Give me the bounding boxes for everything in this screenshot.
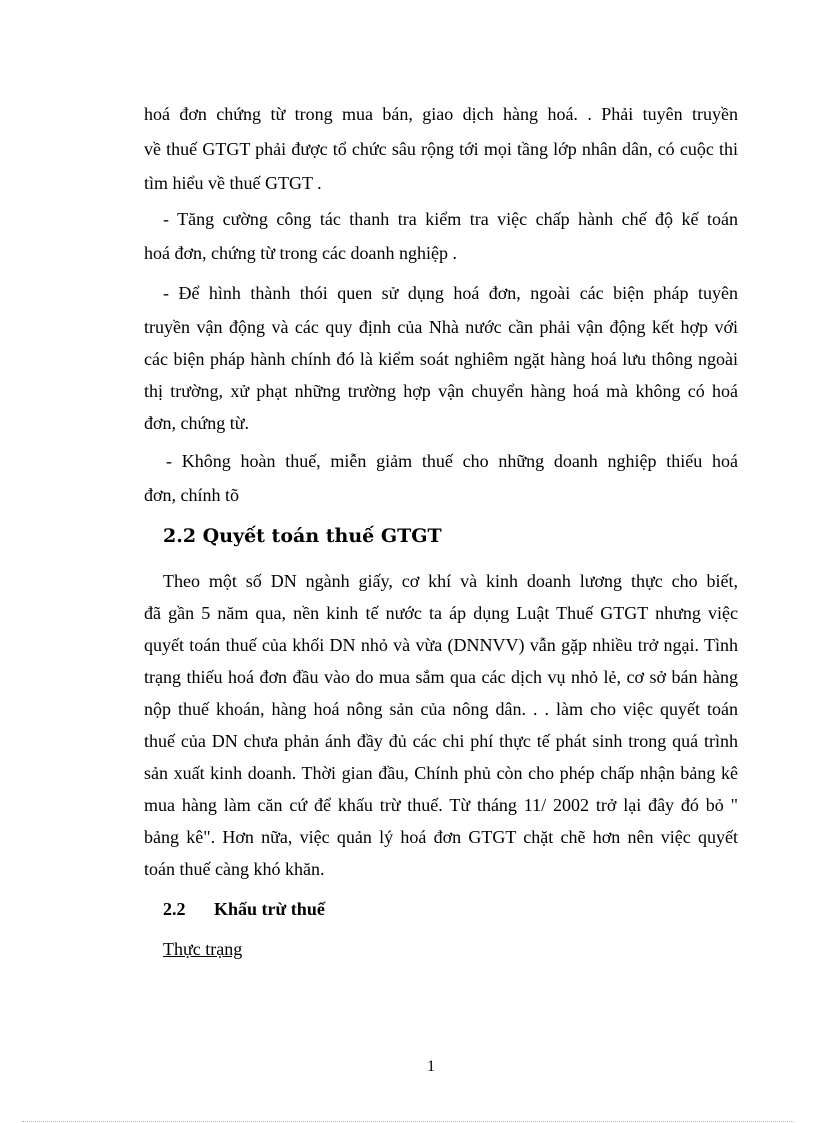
text-line: - Tăng cường công tác thanh tra kiểm tra việc chấp hành chế độ kế toán bbox=[163, 209, 738, 229]
text-line: - Không hoàn thuế, miễn giảm thuế cho những doanh nghiệp thiếu hoá bbox=[166, 451, 738, 471]
text-line: về thuế GTGT phải được tổ chức sâu rộng tới mọi tầng lớp nhân dân, có cuộc thi bbox=[144, 139, 738, 159]
paragraph-line: nộp thuế khoán, hàng hoá nông sản của nông dân. . . làm cho việc quyết toán bbox=[144, 699, 738, 719]
paragraph-line: sản xuất kinh doanh. Thời gian đầu, Chính phủ còn cho phép chấp nhận bảng kê bbox=[144, 763, 738, 783]
paragraph-line: đã gần 5 năm qua, nền kinh tế nước ta áp dụng Luật Thuế GTGT nhưng việc bbox=[144, 603, 738, 623]
subheading-underlined: Thực trạng bbox=[163, 939, 243, 959]
text-line: hoá đơn, chứng từ trong các doanh nghiệp . bbox=[144, 243, 457, 263]
text-line: đơn, chính tõ bbox=[144, 485, 240, 505]
text-line: hoá đơn chứng từ trong mua bán, giao dịch hàng hoá. . Phải tuyên truyền bbox=[144, 104, 738, 124]
section-heading: 2.2 Quyết toán thuế GTGT bbox=[163, 525, 442, 547]
text-line: thị trường, xử phạt những trường hợp vận chuyển hàng hoá mà không có hoá bbox=[144, 381, 738, 401]
text-line: truyền vận động và các quy định của Nhà nước cần phải vận động kết hợp với bbox=[144, 317, 738, 337]
paragraph-line: quyết toán thuế của khối DN nhỏ và vừa (DNNVV) vẫn gặp nhiều trở ngại. Tình bbox=[144, 635, 738, 655]
paragraph-line: Theo một số DN ngành giấy, cơ khí và kinh doanh lương thực cho biết, bbox=[163, 571, 738, 591]
text-line: các biện pháp hành chính đó là kiểm soát nghiêm ngặt hàng hoá lưu thông ngoài bbox=[144, 349, 738, 369]
paragraph-line: bảng kê". Hơn nữa, việc quản lý hoá đơn GTGT chặt chẽ hơn nên việc quyết bbox=[144, 827, 738, 847]
text-line: tìm hiểu về thuế GTGT . bbox=[144, 173, 322, 193]
section-subheading bbox=[163, 898, 757, 920]
text-line: đơn, chứng từ. bbox=[144, 413, 250, 433]
paragraph-line: mua hàng làm căn cứ để khấu trừ thuế. Từ tháng 11/ 2002 trở lại đây đó bỏ " bbox=[144, 795, 738, 815]
paragraph-line: trạng thiếu hoá đơn đầu vào do mua sắm qua các dịch vụ nhỏ lẻ, cơ sở bán hàng bbox=[144, 667, 738, 687]
paragraph-line: thuế của DN chưa phản ánh đầy đủ các chi phí thực tế phát sinh trong quá trình bbox=[144, 731, 738, 751]
paragraph-line: toán thuế càng khó khăn. bbox=[144, 859, 325, 879]
section-number: 2.2 bbox=[163, 899, 186, 919]
section-title: Khấu trừ thuế bbox=[214, 899, 325, 919]
footer-divider bbox=[22, 1121, 794, 1122]
page-number: 1 bbox=[427, 1058, 435, 1075]
text-line: - Để hình thành thói quen sử dụng hoá đơn, ngoài các biện pháp tuyên bbox=[163, 283, 738, 303]
